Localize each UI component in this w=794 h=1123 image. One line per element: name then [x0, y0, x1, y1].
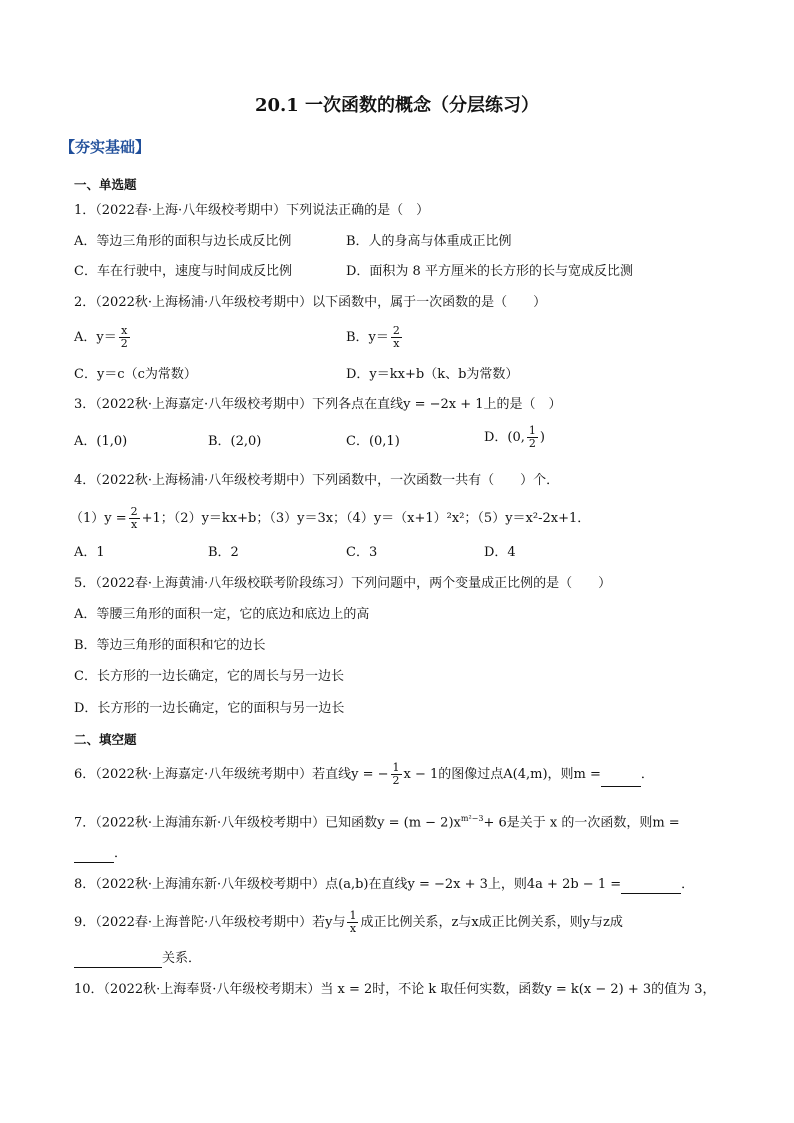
- q3-option-c: C．(0,1): [346, 434, 400, 449]
- q1-option-a: A．等边三角形的面积与边长成反比例: [74, 234, 292, 249]
- question-7-answer: ．: [74, 845, 127, 863]
- page-title: 20.1 一次函数的概念（分层练习）: [254, 95, 540, 116]
- question-9: 9．（2022春·上海普陀·八年级校考期中）若y与 $\frac{1}{x}$ 成正比例关系，z与x成正比例关系，则y与z成: [74, 909, 623, 935]
- q5-option-a: A．等腰三角形的面积一定，它的底边和底边上的高: [74, 607, 370, 622]
- fraction: $\frac{2}{x}$: [130, 505, 138, 531]
- q1-option-b: B．人的身高与体重成正比例: [346, 234, 512, 249]
- q4-option-d: D．4: [484, 545, 516, 560]
- q4-items: （1）y = $\frac{2}{x}$ +1；（2）y＝kx+b；（3）y＝3x；（4）y＝（x+1）²x²；（5）y＝x²-2x+1．: [70, 505, 591, 531]
- part-heading-choice: 一、单选题: [74, 177, 137, 192]
- question-7: 7．（2022秋·上海浦东新·八年级校考期中）已知函数$y = (m - 2)x^{m^2-3}+ 6$是关于 x 的一次函数，则m =: [74, 814, 680, 831]
- fraction: $\frac{1}{x}$: [349, 909, 357, 935]
- q2-option-d: D．y＝kx+b（k、b为常数）: [346, 367, 519, 382]
- fraction: $\frac{x}{2}$: [120, 324, 128, 350]
- q3-option-d: D．(0, $\frac{1}{2}$ ): [484, 424, 545, 450]
- q2-option-a: A．y＝ $\frac{x}{2}$: [74, 324, 128, 350]
- section-heading: 【夯实基础】: [60, 138, 151, 156]
- fraction: $\frac{2}{x}$: [392, 324, 400, 350]
- q5-option-c: C．长方形的一边长确定，它的周长与另一边长: [74, 669, 344, 684]
- question-10: 10．（2022秋·上海奉贤·八年级校考期末）当 x = 2时，不论 k 取任何实数，函数y = k(x − 2) + 3的值为 3，: [74, 982, 716, 997]
- question-6: 6．（2022秋·上海嘉定·八年级统考期中）若直线y = − $\frac{1}{2}$ x − 1的图像过点A(4,m)，则m = ．: [74, 761, 654, 787]
- q5-option-b: B．等边三角形的面积和它的边长: [74, 638, 266, 653]
- question-9-answer: 关系．: [74, 950, 201, 968]
- q2-option-c: C．y＝c（c为常数）: [74, 367, 197, 382]
- q2-option-b: B．y＝ $\frac{2}{x}$: [346, 324, 400, 350]
- answer-blank: [621, 879, 681, 894]
- part-heading-fill: 二、填空题: [74, 732, 137, 747]
- question-5: 5．（2022春·上海黄浦·八年级校联考阶段练习）下列问题中，两个变量成正比例的是（ ）: [74, 576, 612, 591]
- q4-option-b: B．2: [208, 545, 239, 560]
- fraction: $\frac{1}{2}$: [528, 424, 536, 450]
- q4-option-a: A．1: [74, 545, 105, 560]
- answer-blank: [74, 953, 162, 968]
- question-1: 1．（2022春·上海·八年级校考期中）下列说法正确的是（ ）: [74, 203, 430, 218]
- q1-option-c: C．车在行驶中，速度与时间成反比例: [74, 264, 292, 279]
- fraction: $\frac{1}{2}$: [392, 761, 400, 787]
- question-3: 3．（2022秋·上海嘉定·八年级校考期中）下列各点在直线y = −2x + 1上的是（ ）: [74, 397, 562, 412]
- answer-blank: [601, 772, 641, 787]
- question-8: 8．（2022秋·上海浦东新·八年级校考期中）点(a,b)在直线y = −2x + 3上，则4a + 2b − 1 = ．: [74, 877, 695, 892]
- answer-blank: [74, 848, 114, 863]
- q4-option-c: C．3: [346, 545, 378, 560]
- q1-option-d: D．面积为 8 平方厘米的长方形的长与宽成反比测: [346, 264, 633, 279]
- q5-option-d: D．长方形的一边长确定，它的面积与另一边长: [74, 701, 345, 716]
- question-2: 2．（2022秋·上海杨浦·八年级校考期中）以下函数中，属于一次函数的是（ ）: [74, 295, 547, 310]
- question-4: 4．（2022秋·上海杨浦·八年级校考期中）下列函数中，一次函数一共有（ ）个．: [74, 473, 560, 488]
- q3-option-a: A．(1,0): [74, 434, 128, 449]
- q3-option-b: B．(2,0): [208, 434, 262, 449]
